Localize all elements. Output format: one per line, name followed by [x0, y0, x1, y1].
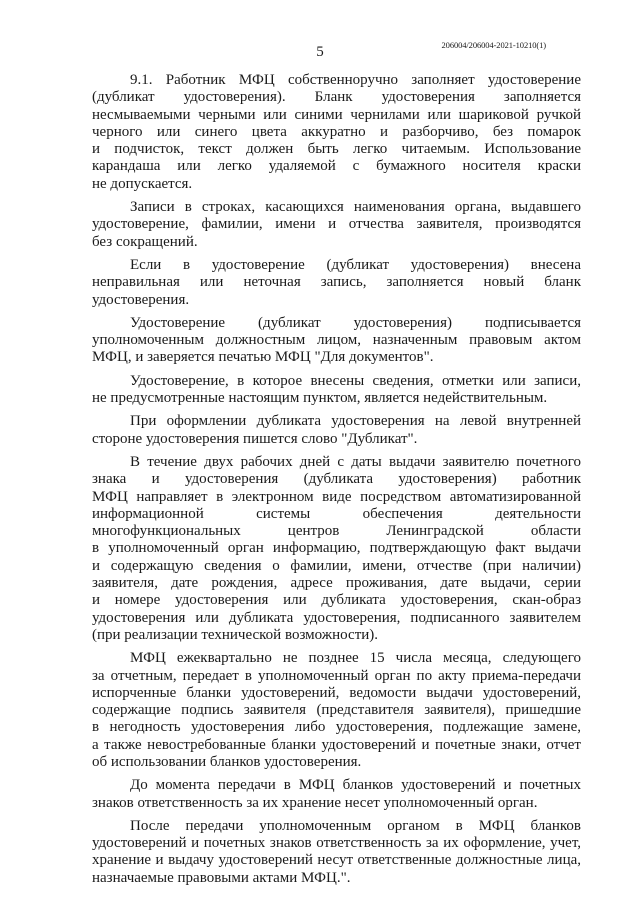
- paragraph-line: заявителя, дате рождения, адресе проживания, дате выдачи, серии: [92, 575, 581, 592]
- paragraph: [92, 373, 581, 408]
- paragraph-line: До момента передачи в МФЦ бланков удостоверений и почетных: [130, 777, 581, 794]
- paragraph-line: без сокращений.: [92, 233, 198, 250]
- paragraph-line: 9.1. Работник МФЦ собственноручно заполняет удостоверение: [130, 72, 581, 88]
- paragraph-line: испорченные бланки удостоверений, ведомости выдачи удостоверений,: [92, 684, 581, 701]
- paragraph-line: об использовании бланков удостоверения.: [92, 753, 362, 770]
- paragraph-line: неправильная или неточная запись, заполняется новый бланк: [92, 274, 581, 291]
- paragraph-line: МФЦ направляет в электронном виде посредством автоматизированной: [92, 488, 581, 505]
- paragraph: [92, 199, 581, 251]
- paragraph-line: хранение и выдачу удостоверений несут ответственные должностные лица,: [92, 852, 581, 869]
- paragraph-line: уполномоченным должностным лицом, назначенным правовым актом: [92, 332, 581, 349]
- paragraph-line: Записи в строках, касающихся наименования органа, выдавшего: [130, 199, 581, 216]
- paragraph-line: назначаемые правовыми актами МФЦ.".: [92, 869, 351, 886]
- paragraph-line: многофункциональных центров Ленинградской области: [92, 523, 581, 540]
- page-number: 5: [316, 44, 324, 60]
- paragraph-line: удостоверения.: [92, 291, 190, 308]
- paragraph-line: черного или синего цвета аккуратно и разборчиво, без помарок: [92, 123, 581, 140]
- document-body: [92, 72, 581, 887]
- paragraph: [92, 650, 581, 771]
- paragraph-line: не допускается.: [92, 175, 193, 192]
- document-code: 206004/206004-2021-10210(1): [441, 40, 546, 50]
- paragraph-line: в уполномоченный орган информацию, подтверждающую факт выдачи: [92, 540, 581, 557]
- paragraph-line: удостоверение, фамилии, имени и отчества заявителя, производятся: [92, 216, 581, 233]
- paragraph-line: и номере удостоверения или дубликата удостоверения, скан-образ: [92, 592, 581, 609]
- paragraph-line: Удостоверение, в которое внесены сведения, отметки или записи,: [130, 372, 581, 389]
- paragraph-line: не предусмотренные настоящим пунктом, является недействительным.: [92, 390, 548, 407]
- paragraph-line: в негодность удостоверения либо удостоверения, подлежащие замене,: [92, 719, 581, 736]
- paragraph-line: МФЦ, и заверяется печатью МФЦ "Для документов".: [92, 349, 434, 366]
- paragraph: [92, 454, 581, 644]
- paragraph-line: стороне удостоверения пишется слово "Дубликат".: [92, 430, 418, 447]
- paragraph: [92, 818, 581, 887]
- paragraph: [92, 72, 581, 193]
- paragraph-line: После передачи уполномоченным органом в МФЦ бланков: [130, 817, 581, 834]
- paragraph-line: содержащие подпись заявителя (представителя заявителя), пришедшие: [92, 702, 581, 719]
- paragraph-line: удостоверений и почетных знаков ответственность за их оформление, учет,: [92, 835, 581, 852]
- paragraph-line: знака и удостоверения (дубликата удостоверения) работник: [92, 471, 581, 488]
- paragraph-line: знаков ответственность за их хранение несет уполномоченный орган.: [92, 794, 538, 811]
- paragraph-line: (дубликат удостоверения). Бланк удостоверения заполняется: [92, 89, 581, 106]
- paragraph-line: В течение двух рабочих дней с даты выдачи заявителю почетного: [130, 453, 581, 470]
- paragraph-line: а также невостребованные бланки удостоверений и почетные знаки, отчет: [92, 736, 581, 753]
- paragraph-line: Удостоверение (дубликат удостоверения) подписывается: [130, 314, 581, 331]
- paragraph-line: за отчетным, передает в уполномоченный орган по акту приема-передачи: [92, 667, 581, 684]
- paragraph-line: и подчисток, текст должен быть легко читаемым. Использование: [92, 141, 581, 158]
- paragraph-line: несмываемыми черными или синими чернилами или шариковой ручкой: [92, 106, 581, 123]
- paragraph: [92, 257, 581, 309]
- paragraph: [92, 315, 581, 367]
- paragraph: [92, 413, 581, 448]
- paragraph-line: При оформлении дубликата удостоверения на левой внутренней: [130, 413, 581, 430]
- paragraph-line: (при реализации технической возможности).: [92, 626, 379, 643]
- paragraph-line: Если в удостоверение (дубликат удостоверения) внесена: [130, 256, 581, 273]
- paragraph-line: МФЦ ежеквартально не позднее 15 числа месяца, следующего: [130, 650, 581, 667]
- paragraph-line: информационной системы обеспечения деятельности: [92, 505, 581, 522]
- paragraph-line: карандаша или легко удаляемой с бумажного носителя краски: [92, 158, 581, 175]
- paragraph-line: удостоверения или дубликата удостоверения, подписанного заявителем: [92, 609, 581, 626]
- paragraph: [92, 777, 581, 812]
- paragraph-line: и содержащую сведения о фамилии, имени, отчестве (при наличии): [92, 557, 581, 574]
